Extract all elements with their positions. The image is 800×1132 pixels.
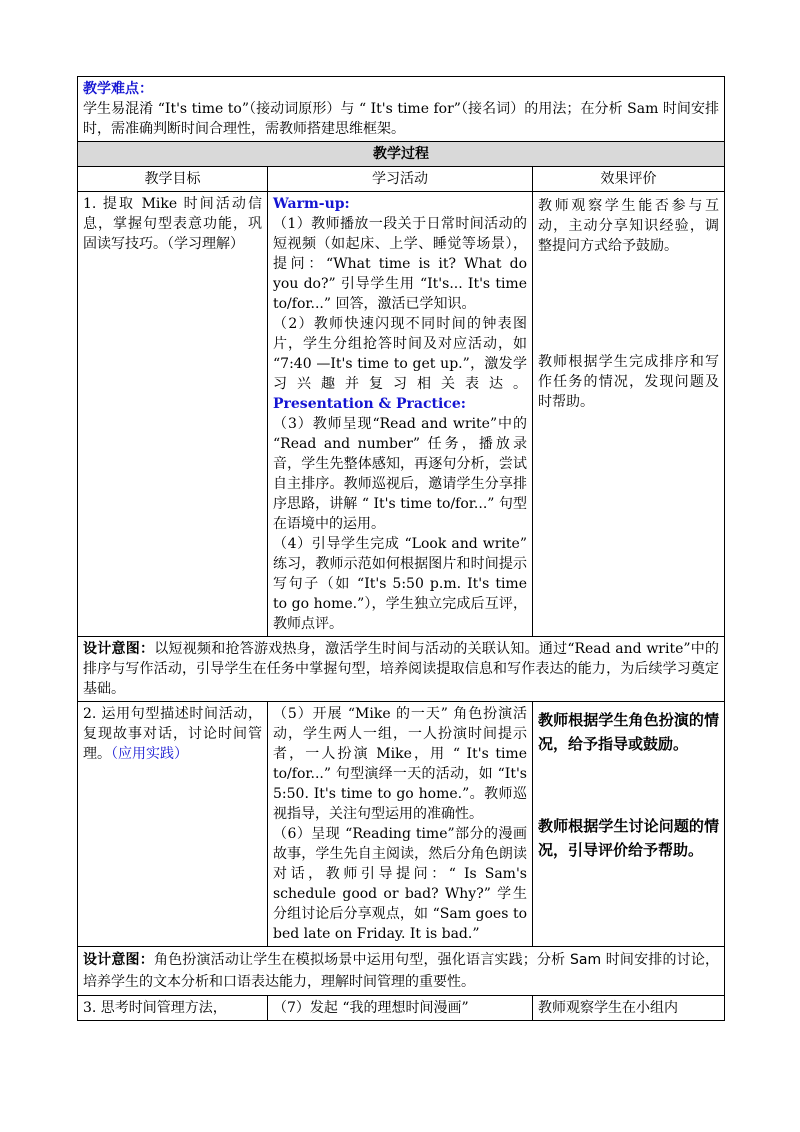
activity-1: （1）教师播放一段关于日常时间活动的短视频（如起床、上学、睡觉等场景），提问：“What time is it? What do you do?” 引导学生用 “It's... It's time to/for...” 回答，激活已学知识。: [273, 216, 527, 312]
stage1-row: [78, 192, 725, 637]
stage2-row: [78, 702, 725, 947]
difficulty-cell: [78, 77, 725, 142]
stage3-row: [78, 996, 725, 1021]
stage3-objective: 3. 思考时间管理方法，: [78, 996, 268, 1021]
difficulty-row: [78, 77, 725, 142]
process-title: 教学过程: [78, 142, 725, 167]
design-intent-1-label: 设计意图：: [83, 641, 155, 657]
activity-4: （4）引导学生完成 “Look and write” 练习，教师示范如何根据图片和时间提示写句子（如 “It's 5:50 p.m. It's time to go home.”），学生独立完成后互评，教师点评。: [273, 536, 527, 632]
lesson-plan-table: [77, 76, 725, 1021]
stage1-eval-1: 教师观察学生能否参与互动，主动分享知识经验，调整提问方式给予鼓励。: [538, 198, 720, 254]
column-header-evaluation: 效果评价: [533, 167, 725, 192]
stage2-objective-text: 2. 运用句型描述时间活动，复现故事对话，讨论时间管理。: [83, 706, 262, 762]
design-intent-2: [78, 947, 725, 996]
column-header-objective: 教学目标: [78, 167, 268, 192]
activity-3: （3）教师呈现“Read and write”中的 “Read and number” 任务，播放录音，学生先整体感知，再逐句分析，尝试自主排序。教师巡视后，邀请学生分享排序思路，讲解 “ It's time to/for...” 句型在语境中的运用。: [273, 416, 527, 532]
stage2-evaluation: [533, 702, 725, 947]
stage2-eval-2: 教师根据学生讨论问题的情况，引导评价给予帮助。: [538, 817, 720, 859]
process-title-row: [78, 142, 725, 167]
stage3-evaluation: 教师观察学生在小组内: [533, 996, 725, 1021]
activity-6: （6）呈现 “Reading time”部分的漫画故事，学生先自主阅读，然后分角色朗读对话，教师引导提问：“ Is Sam's schedule good or bad? Why?” 学生分组讨论后分享观点，如 “Sam goes to bed late on Friday. It is bad.”: [273, 826, 527, 942]
stage2-objective: [78, 702, 268, 947]
activity-5: （5）开展 “Mike 的一天” 角色扮演活动，学生两人一组，一人扮演时间提示者，一人扮演 Mike，用 “ It's time to/for...” 句型演绎一天的活动，如 “It's 5:50. It's time to go home.”。教师巡视指导，关注句型运用的准确性。: [273, 706, 527, 822]
stage2-eval-1: 教师根据学生角色扮演的情况，给予指导或鼓励。: [538, 711, 720, 753]
stage2-objective-tag: （应用实践）: [111, 746, 188, 762]
design-intent-1: [78, 637, 725, 702]
column-header-activity: 学习活动: [268, 167, 533, 192]
stage1-objective: 1. 提取 Mike 时间活动信息，掌握句型表意功能，巩固读写技巧。（学习理解）: [78, 192, 268, 637]
stage1-eval-2: 教师根据学生完成排序和写作任务的情况，发现问题及时帮助。: [538, 354, 720, 410]
difficulty-text: 学生易混淆 “It's time to”（接动词原形）与 “ It's time for”（接名词）的用法；在分析 Sam 时间安排时，需准确判断时间合理性，需教师搭建思维框架。: [83, 101, 720, 137]
design-intent-2-text: 角色扮演活动让学生在模拟场景中运用句型，强化语言实践；分析 Sam 时间安排的讨论，培养学生的文本分析和口语表达能力，理解时间管理的重要性。: [83, 952, 720, 990]
design-intent-1-row: [78, 637, 725, 702]
warmup-label: Warm-up:: [273, 196, 350, 212]
stage2-activities: [268, 702, 533, 947]
stage3-activity: （7）发起 “我的理想时间漫画”: [268, 996, 533, 1021]
presentation-label: Presentation & Practice:: [273, 396, 466, 412]
design-intent-2-label: 设计意图：: [83, 952, 154, 968]
stage1-activities: [268, 192, 533, 637]
design-intent-1-text: 以短视频和抢答游戏热身，激活学生时间与活动的关联认知。通过“Read and write”中的排序与写作活动，引导学生在任务中掌握句型，培养阅读提取信息和写作表达的能力，为后续学习奠定基础。: [83, 641, 720, 697]
stage1-evaluation: [533, 192, 725, 637]
column-header-row: [78, 167, 725, 192]
difficulty-heading: 教学难点：: [83, 81, 153, 97]
activity-2: （2）教师快速闪现不同时间的钟表图片，学生分组抢答时间及对应活动，如 “7:40 —It's time to get up.”，激发学习兴趣并复习相关表达。: [273, 316, 527, 392]
design-intent-2-row: [78, 947, 725, 996]
